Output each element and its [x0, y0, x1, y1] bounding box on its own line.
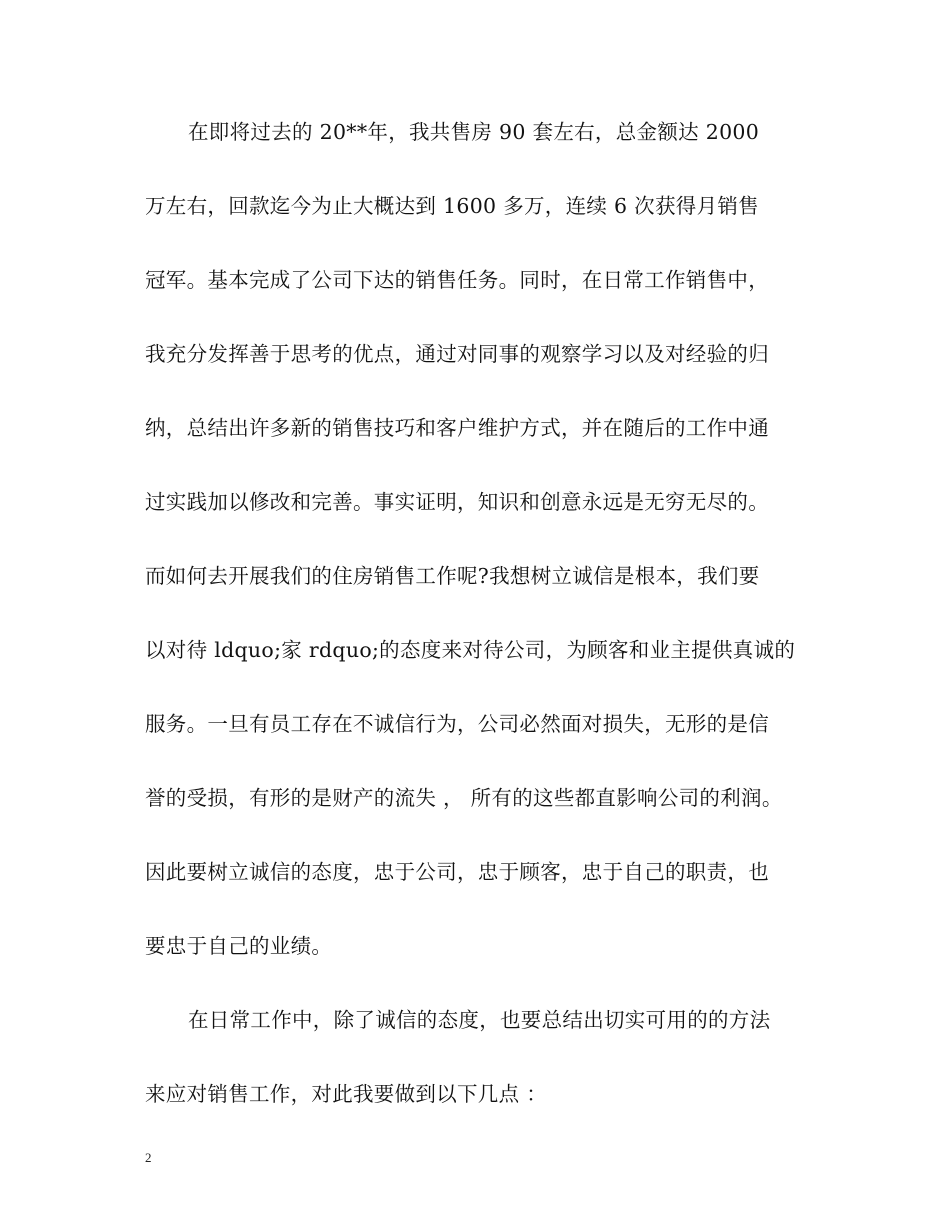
paragraph-1 — [145, 120, 810, 958]
paragraph-1-line-7: 而如何去开展我们的住房销售工作呢?我想树立诚信是根本，我们要 — [145, 564, 760, 588]
paragraph-1-line-2: 万左右，回款迄今为止大概达到 1600 多万，连续 6 次获得月销售 — [145, 194, 759, 218]
paragraph-1-line-6: 过实践加以修改和完善。事实证明，知识和创意永远是无穷无尽的。 — [145, 490, 769, 514]
paragraph-1-line-8: 以对待 ldquo;家 rdquo;的态度来对待公司，为顾客和业主提供真诚的 — [145, 638, 796, 662]
paragraph-1-line-5: 纳，总结出许多新的销售技巧和客户维护方式，并在随后的工作中通 — [145, 416, 769, 440]
paragraph-1-line-4: 我充分发挥善于思考的优点，通过对同事的观察学习以及对经验的归 — [145, 342, 769, 366]
page-number: 2 — [145, 1150, 152, 1165]
paragraph-1-line-1: 在即将过去的 20**年，我共售房 90 套左右，总金额达 2000 — [188, 120, 760, 144]
paragraph-1-line-10: 誉的受损，有形的是财产的流失 ， 所有的这些都直影响公司的利润。 — [145, 786, 783, 810]
paragraph-2-line-2: 来应对销售工作，对此我要做到以下几点 ： — [145, 1082, 548, 1106]
paragraph-1-line-3: 冠军。基本完成了公司下达的销售任务。同时，在日常工作销售中， — [145, 268, 769, 292]
paragraph-2-line-1: 在日常工作中，除了诚信的态度，也要总结出切实可用的的方法 — [188, 1008, 771, 1032]
document-body — [145, 120, 810, 1156]
paragraph-1-line-12: 要忠于自己的业绩。 — [145, 934, 333, 958]
paragraph-1-line-9: 服务。一旦有员工存在不诚信行为，公司必然面对损失，无形的是信 — [145, 712, 769, 736]
paragraph-1-line-11: 因此要树立诚信的态度，忠于公司，忠于顾客，忠于自己的职责，也 — [145, 860, 769, 884]
paragraph-2 — [145, 1008, 810, 1106]
